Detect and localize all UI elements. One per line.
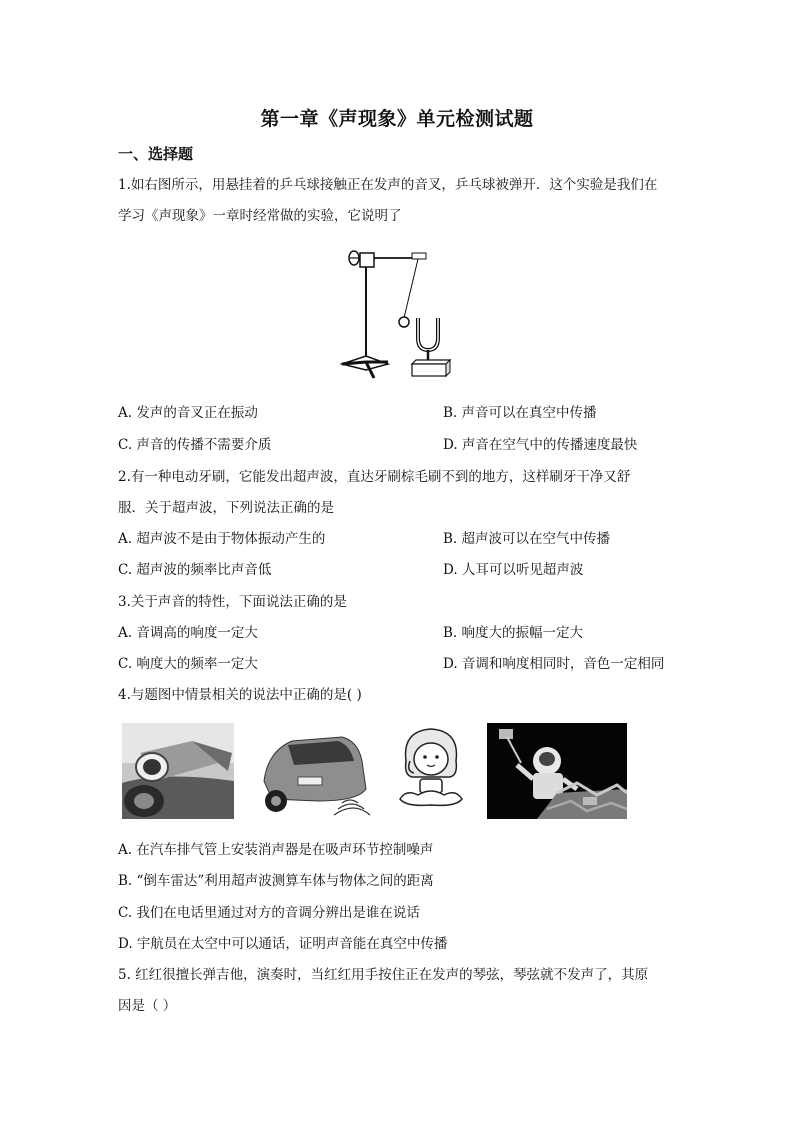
page-title: 第一章《声现象》单元检测试题: [260, 108, 534, 130]
q2-option-c[interactable]: C. 超声波的频率比声音低: [118, 562, 272, 578]
q3-option-b[interactable]: B. 响度大的振幅一定大: [443, 625, 584, 641]
q1-option-b[interactable]: B. 声音可以在真空中传播: [443, 405, 597, 421]
q1-stem-line1: 1.如右图所示，用悬挂着的乒乓球接触正在发声的音叉，乒乓球被弹开．这个实验是我们在: [118, 177, 658, 193]
q2-option-a[interactable]: A. 超声波不是由于物体振动产生的: [118, 531, 326, 547]
q2-option-d[interactable]: D. 人耳可以听见超声波: [443, 562, 584, 578]
q4-option-b[interactable]: B. “倒车雷达”利用超声波测算车体与物体之间的距离: [118, 873, 434, 889]
q5-stem-line1: 5. 红红很擅长弹吉他，演奏时，当红红用手按住正在发声的琴弦，琴弦就不发声了，其原: [118, 967, 649, 983]
q1-option-c[interactable]: C. 声音的传播不需要介质: [118, 437, 272, 453]
q4-option-a[interactable]: A. 在汽车排气管上安装消声器是在吸声环节控制噪声: [118, 842, 434, 858]
q3-option-c[interactable]: C. 响度大的频率一定大: [118, 656, 258, 672]
astronaut-space-photo: [487, 723, 627, 819]
q3-option-a[interactable]: A. 音调高的响度一定大: [118, 625, 258, 641]
q1-option-d[interactable]: D. 声音在空气中的传播速度最快: [443, 437, 638, 453]
q2-option-b[interactable]: B. 超声波可以在空气中传播: [443, 531, 611, 547]
q5-stem-line2: 因是（ ）: [118, 998, 177, 1014]
q2-stem-line2: 服．关于超声波，下列说法正确的是: [118, 500, 334, 516]
q3-option-d[interactable]: D. 音调和响度相同时，音色一定相同: [443, 656, 665, 672]
q1-stem-line2: 学习《声现象》一章时经常做的实验，它说明了: [118, 208, 402, 224]
q4-option-c[interactable]: C. 我们在电话里通过对方的音调分辨出是谁在说话: [118, 905, 420, 921]
q3-stem-line1: 3.关于声音的特性，下面说法正确的是: [118, 594, 347, 610]
q4-stem-line1: 4.与题图中情景相关的说法中正确的是( ): [118, 687, 362, 703]
section-heading: 一、选择题: [118, 145, 194, 163]
q1-option-a[interactable]: A. 发声的音叉正在振动: [118, 405, 258, 421]
reversing-radar-car-photo: [258, 727, 372, 819]
girl-on-phone-cartoon: [396, 725, 466, 809]
exhaust-pipe-photo: [122, 723, 234, 819]
tuning-fork-apparatus-figure: [330, 238, 470, 382]
q2-stem-line1: 2.有一种电动牙刷，它能发出超声波，直达牙刷棕毛刷不到的地方，这样刷牙干净又舒: [118, 469, 631, 485]
q4-option-d[interactable]: D. 宇航员在太空中可以通话，证明声音能在真空中传播: [118, 936, 448, 952]
